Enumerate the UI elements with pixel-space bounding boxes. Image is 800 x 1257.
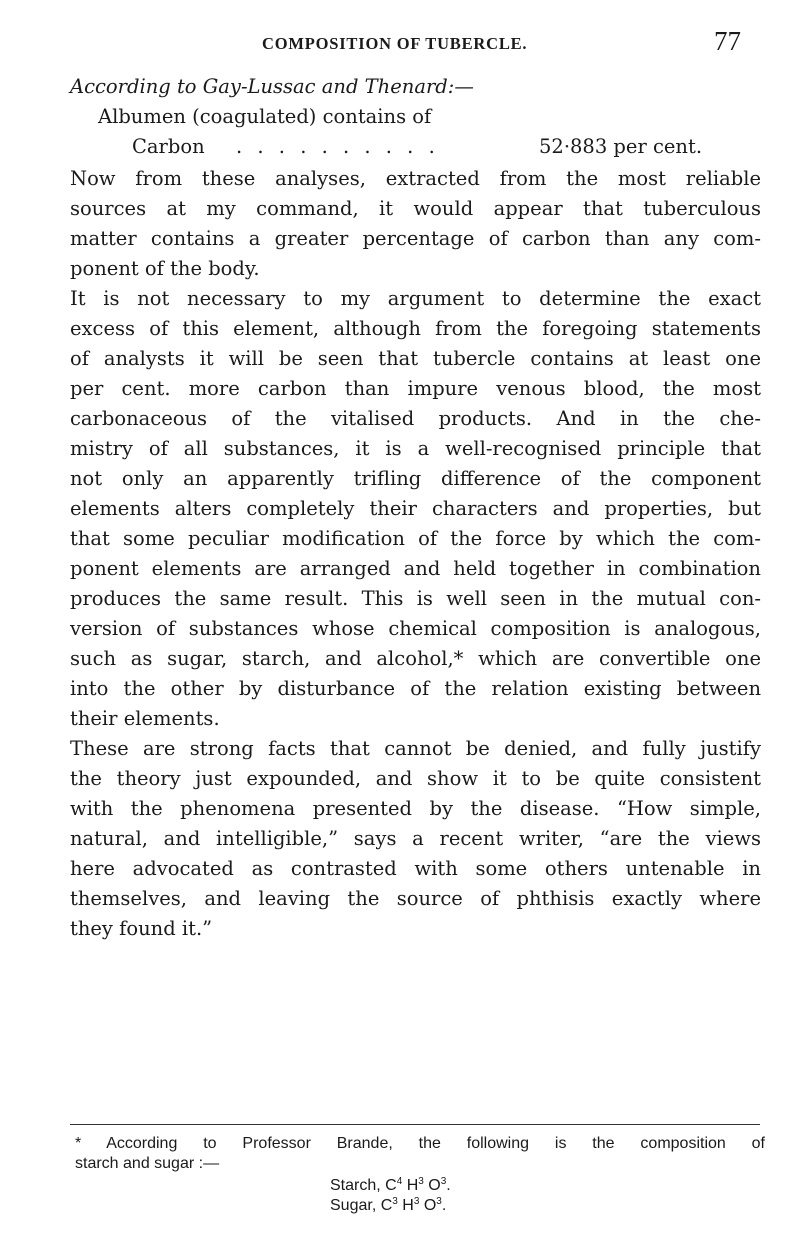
text-line: that some peculiar modification of the force by which the com- (70, 527, 761, 550)
sugar-label: Sugar, C (330, 1197, 393, 1214)
text-line: with the phenomena presented by the disease. “How simple, (70, 797, 761, 820)
sugar-o-sub: 3 (436, 1196, 442, 1207)
text-line: excess of this element, although from the foregoing statements (70, 317, 761, 340)
starch-c-sub: 4 (396, 1176, 403, 1187)
albumen-line: Albumen (coagulated) contains of (98, 105, 432, 128)
carbon-label: Carbon (132, 135, 205, 158)
starch-formula (330, 1176, 451, 1196)
text-line: produces the same result. This is well seen in the mutual con- (70, 587, 761, 610)
text-line: sources at my command, it would appear that tuberculous (70, 197, 761, 220)
text-line: It is not necessary to my argument to determine the exact (70, 287, 761, 310)
text-line: themselves, and leaving the source of phthisis exactly where (70, 887, 761, 910)
sugar-formula (330, 1196, 446, 1216)
starch-o-label: O (423, 1177, 441, 1194)
text-line: into the other by disturbance of the relation existing between (70, 677, 761, 700)
text-line: they found it.” (70, 917, 213, 940)
footnote-divider (70, 1124, 760, 1125)
attribution-line: According to Gay-Lussac and Thenard:— (70, 75, 474, 98)
page-number: 77 (714, 26, 741, 56)
text-line: mistry of all substances, it is a well-recognised principle that (70, 437, 761, 460)
text-line: the theory just expounded, and show it to be quite consistent (70, 767, 761, 790)
text-line: their elements. (70, 707, 220, 730)
text-line: of analysts it will be seen that tubercle contains at least one (70, 347, 761, 370)
starch-h-sub: 3 (418, 1176, 424, 1187)
text-line: matter contains a greater percentage of carbon than any com- (70, 227, 761, 250)
running-head (0, 26, 800, 56)
starch-h-label: H (402, 1177, 419, 1194)
text-line: carbonaceous of the vitalised products. And in the che- (70, 407, 761, 430)
footnote-line: starch and sugar :— (75, 1155, 220, 1172)
sugar-o-label: O (419, 1197, 437, 1214)
starch-end: . (446, 1177, 451, 1194)
text-line: per cent. more carbon than impure venous blood, the most (70, 377, 761, 400)
running-title: COMPOSITION OF TUBERCLE. (262, 34, 528, 53)
text-line: version of substances whose chemical composition is analogous, (70, 617, 761, 640)
carbon-value: 52·883 per cent. (539, 135, 703, 158)
text-line: here advocated as contrasted with some others untenable in (70, 857, 761, 880)
text-line: ponent of the body. (70, 257, 260, 280)
sugar-end: . (441, 1197, 447, 1214)
sugar-h-label: H (397, 1197, 414, 1214)
text-line: not only an apparently trifling difference of the component (70, 467, 761, 490)
text-line: Now from these analyses, extracted from the most reliable (70, 167, 761, 190)
text-line: These are strong facts that cannot be denied, and fully justify (70, 737, 761, 760)
starch-o-sub: 3 (440, 1176, 447, 1187)
starch-label: Starch, C (330, 1177, 397, 1194)
text-line: elements alters completely their characters and properties, but (70, 497, 761, 520)
sugar-c-sub: 3 (392, 1196, 398, 1207)
carbon-leader-dots: . . . . . . . . . . (236, 135, 440, 158)
footnote-line: * According to Professor Brande, the following is the composition of (75, 1135, 765, 1152)
text-line: such as sugar, starch, and alcohol,* which are convertible one (70, 647, 761, 670)
text-line: natural, and intelligible,” says a recent writer, “are the views (70, 827, 761, 850)
text-line: ponent elements are arranged and held together in combination (70, 557, 761, 580)
sugar-h-sub: 3 (413, 1196, 420, 1207)
